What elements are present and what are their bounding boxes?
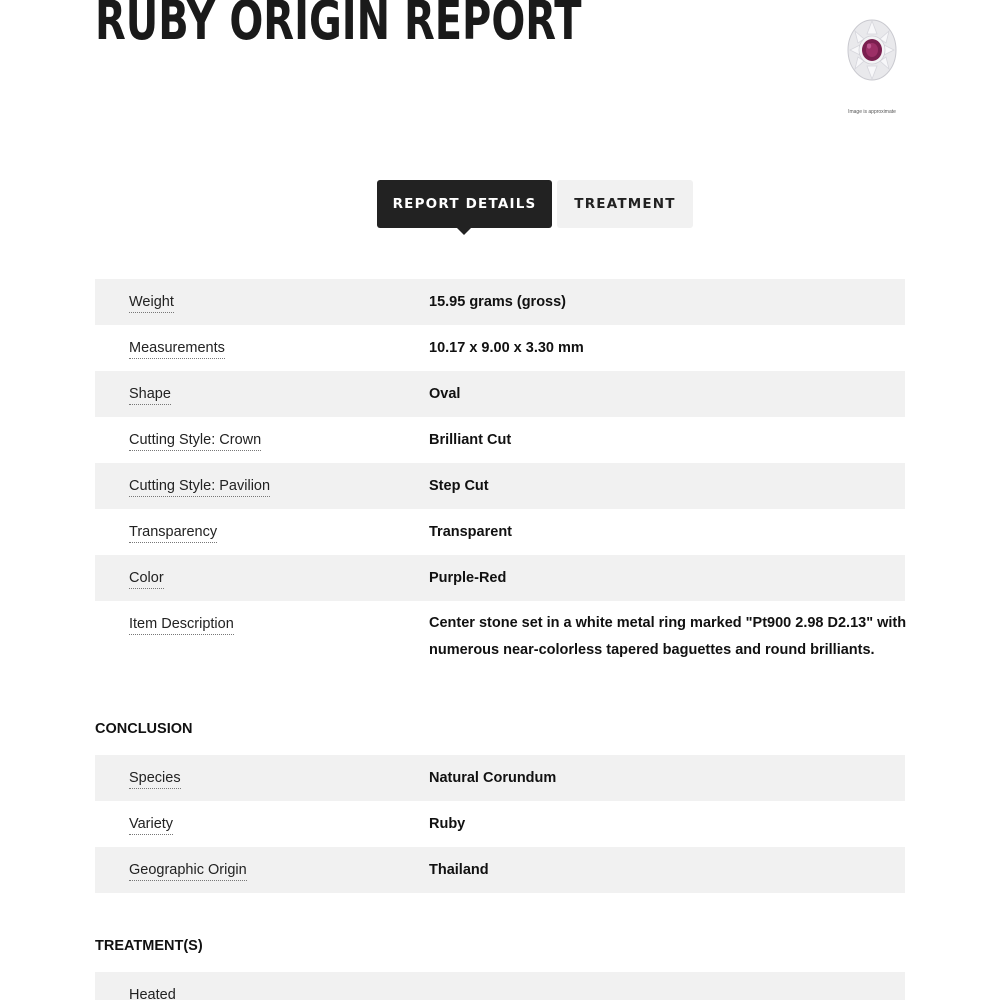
table-row	[95, 371, 905, 417]
ruby-ring-image[interactable]	[836, 12, 908, 84]
tab-report-details[interactable]	[377, 180, 552, 228]
report-details-table	[95, 279, 905, 683]
row-value: 10.17 x 9.00 x 3.30 mm	[429, 340, 584, 356]
row-label[interactable]: Shape	[129, 385, 171, 405]
row-value: Purple-Red	[429, 570, 507, 586]
image-caption: Image is approximate	[848, 109, 896, 115]
row-value: Center stone set in a white metal ring marked "Pt900 2.98 D2.13" with numerous near-colorless tapered baguettes and round brilliants.	[429, 615, 907, 658]
conclusion-heading: CONCLUSION	[95, 721, 193, 737]
tab-report-details-label: REPORT DETAILS	[392, 196, 537, 212]
row-label[interactable]: Variety	[129, 815, 173, 835]
table-row	[95, 325, 905, 371]
row-label[interactable]: Weight	[129, 293, 174, 313]
tab-treatment[interactable]	[557, 180, 693, 228]
table-row	[95, 463, 905, 509]
row-value: Brilliant Cut	[429, 432, 512, 448]
row-label[interactable]: Heated	[129, 986, 176, 1000]
row-value: Natural Corundum	[429, 770, 557, 786]
table-row	[95, 279, 905, 325]
row-value: Step Cut	[429, 478, 489, 494]
row-value: 15.95 grams (gross)	[429, 294, 567, 310]
table-row	[95, 555, 905, 601]
treatments-table	[95, 972, 905, 1000]
row-label[interactable]: Cutting Style: Crown	[129, 431, 261, 451]
tab-treatment-label: TREATMENT	[574, 196, 676, 212]
table-row	[95, 601, 905, 683]
table-row	[95, 417, 905, 463]
row-label[interactable]: Color	[129, 569, 164, 589]
table-row	[95, 509, 905, 555]
row-label[interactable]: Measurements	[129, 339, 225, 359]
row-label[interactable]: Transparency	[129, 523, 217, 543]
page-title: RUBY ORIGIN REPORT	[95, 0, 582, 52]
table-row	[95, 755, 905, 801]
row-value: Transparent	[429, 524, 512, 540]
row-label[interactable]: Geographic Origin	[129, 861, 247, 881]
conclusion-table	[95, 755, 905, 893]
row-label[interactable]: Cutting Style: Pavilion	[129, 477, 270, 497]
row-value: Thailand	[429, 862, 489, 878]
row-label[interactable]: Species	[129, 769, 181, 789]
table-row	[95, 972, 905, 1000]
table-row	[95, 847, 905, 893]
treatments-heading: TREATMENT(S)	[95, 938, 203, 954]
table-row	[95, 801, 905, 847]
row-label[interactable]: Item Description	[129, 615, 234, 635]
row-value: Oval	[429, 386, 461, 402]
active-tab-pointer	[457, 228, 471, 235]
row-value: Ruby	[429, 816, 466, 832]
